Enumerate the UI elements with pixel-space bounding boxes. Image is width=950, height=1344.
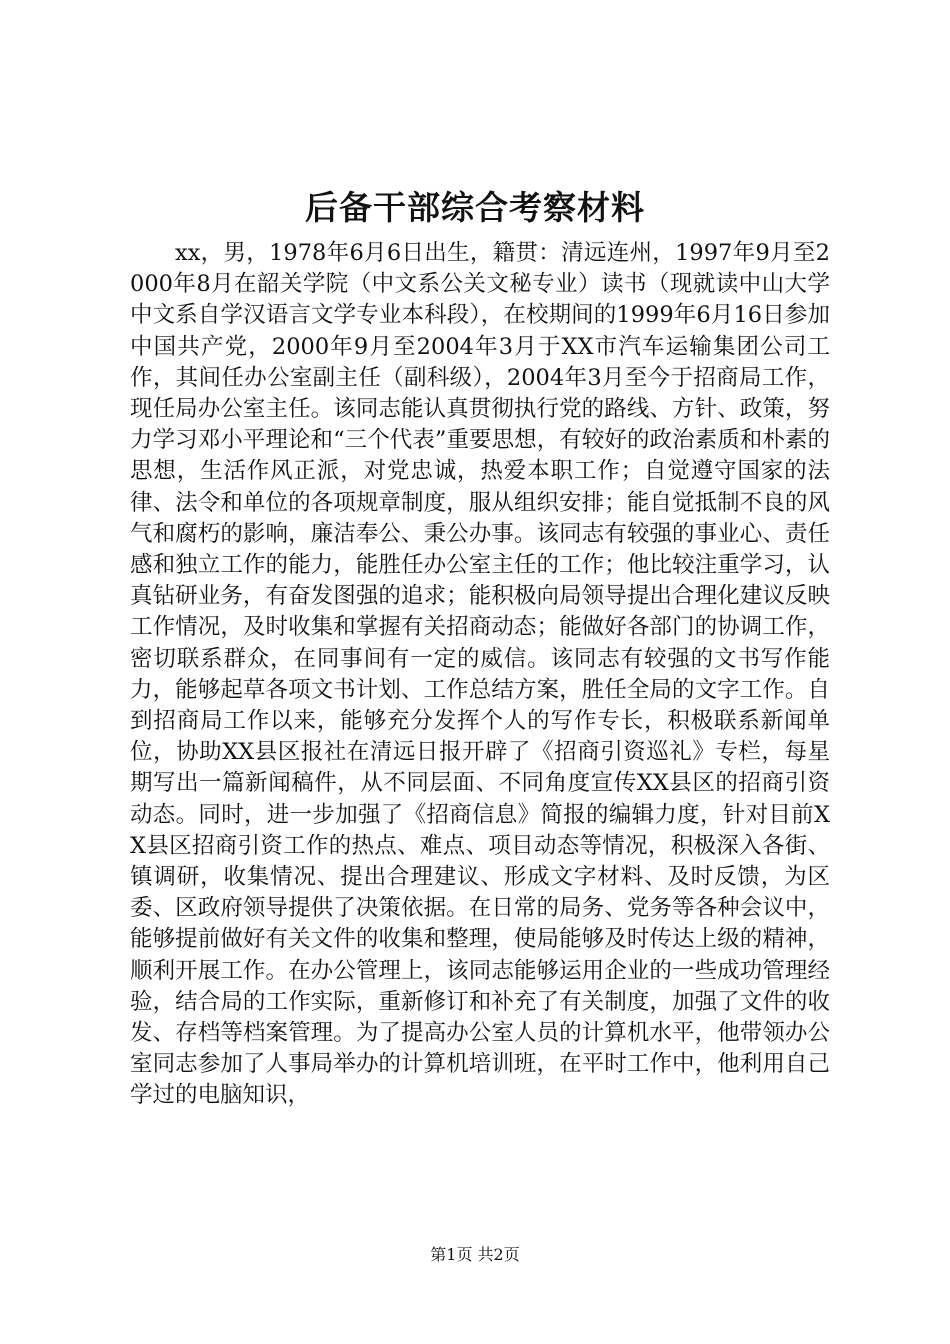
page-number-footer: 第1页 共2页 <box>430 1245 520 1264</box>
document-title: 后备干部综合考察材料 <box>305 188 645 227</box>
document-body-paragraph: xx，男，1978年6月6日出生，籍贯：清远连州，1997年9月至2000年8月在韶关学院（中文系公关文秘专业）读书（现就读中山大学中文系自学汉语言文学专业本科段），在校期间的1999年6月16日参加中国共产党，2000年9月至2004年3月于XX市汽车运输集团公司工作，其间任办公室副主任（副科级），2004年3月至今于招商局工作，现任局办公室主任。该同志能认真贯彻执行党的路线、方针、政策，努力学习邓小平理论和“三个代表”重要思想，有较好的政治素质和朴素的思想，生活作风正派，对党忠诚，热爱本职工作；自觉遵守国家的法律、法令和单位的各项规章制度，服从组织安排；能自觉抵制不良的风气和腐朽的影响，廉洁奉公、秉公办事。该同志有较强的事业心、责任感和独立工作的能力，能胜任办公室主任的工作；他比较注重学习，认真钻研业务，有奋发图强的追求；能积极向局领导提出合理化建议反映工作情况，及时收集和掌握有关招商动态；能做好各部门的协调工作，密切联系群众，在同事间有一定的威信。该同志有较强的文书写作能力，能够起草各项文书计划、工作总结方案，胜任全局的文字工作。自到招商局工作以来，能够充分发挥个人的写作专长，积极联系新闻单位，协助XX县区报社在清远日报开辟了《招商引资巡礼》专栏，每星期写出一篇新闻稿件，从不同层面、不同角度宣传XX县区的招商引资动态。同时，进一步加强了《招商信息》简报的编辑力度，针对目前XX县区招商引资工作的热点、难点、项目动态等情况，积极深入各街、镇调研，收集情况、提出合理建议、形成文字材料、及时反馈，为区委、区政府领导提供了决策依据。在日常的局务、党务等各种会议中，能够提前做好有关文件的收集和整理，使局能够及时传达上级的精神，顺利开展工作。在办公管理上，该同志能够运用企业的一些成功管理经验，结合局的工作实际，重新修订和补充了有关制度，加强了文件的收发、存档等档案管理。为了提高办公室人员的计算机水平，他带领办公室同志参加了人事局举办的计算机培训班，在平时工作中，他利用自己学过的电脑知识， <box>130 240 830 1109</box>
